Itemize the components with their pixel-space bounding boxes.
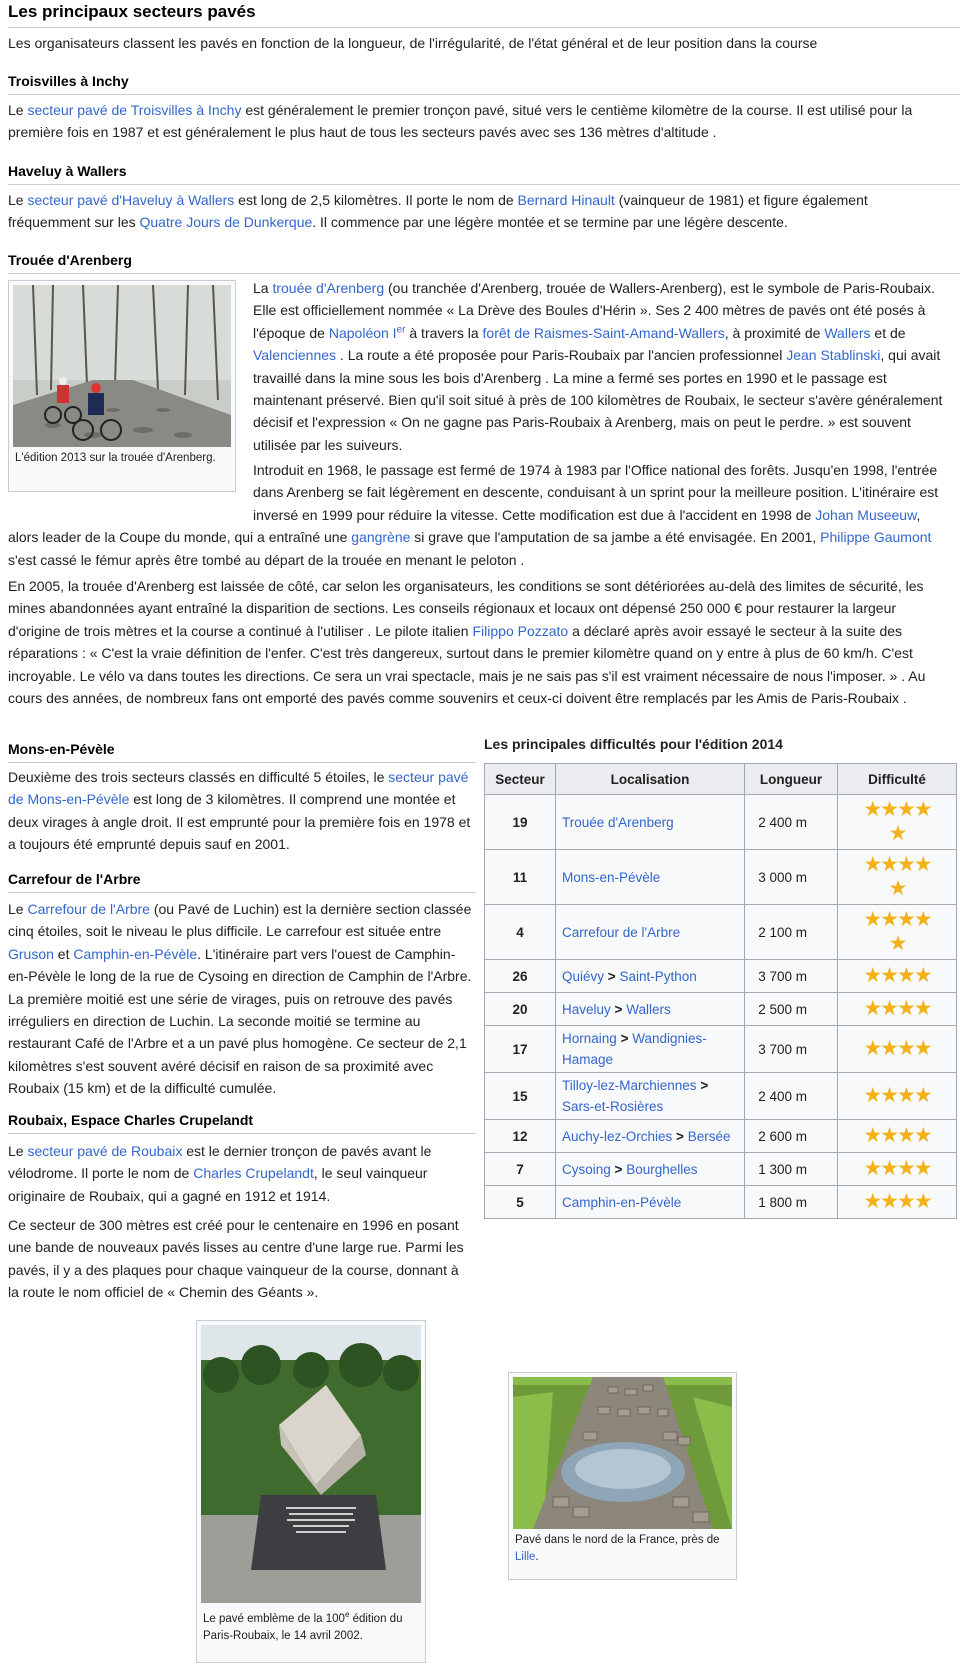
location-link[interactable]: Wandignies-Hamage <box>562 1031 707 1067</box>
location-link[interactable]: Hornaing <box>562 1031 617 1046</box>
sector-location <box>556 960 745 993</box>
star-icon: ★ <box>888 932 906 955</box>
link-museeuw[interactable]: Johan Museeuw <box>815 506 917 523</box>
link-stablinski[interactable]: Jean Stablinski <box>786 347 881 364</box>
table-header-row <box>485 764 957 795</box>
paragraph-roubaix-1: Le secteur pavé de Roubaix est le dernier tronçon de pavés avant le vélodrome. Il porte le nom de Charles Crupelandt, le seul vainqueur originaire de Roubaix, qui a gagné en 1912 et 1914. <box>8 1143 432 1204</box>
table-row <box>485 1073 957 1120</box>
paragraph-arenberg-2: Introduit en 1968, le passage est fermé de 1974 à 1983 par l'Office national des forêts. Jusqu'en 1998, l'entrée dans Arenberg se fait légèrement en descente, conduisant à un sprint pour la meilleure position. L'itinéraire est inversé en 1999 pour réduire la vitesse. Cette modification est due à l'accident en 1998 de Johan Museeuw, alors leader de la Coupe du monde, qui a entraîné une gangrène si grave que l'amputation de sa jambe a été envisagée. En 2001, Philippe Gaumont s'est cassé le fémur après être tombé au départ de la trouée en menant le peloton . <box>8 459 948 571</box>
location-link[interactable]: Haveluy <box>562 1001 611 1017</box>
star-icon: ★ <box>913 798 931 821</box>
star-icon: ★ <box>880 1124 897 1147</box>
monument-photo[interactable] <box>201 1325 421 1606</box>
rule-carrefour <box>8 892 476 893</box>
difficulty-rating <box>838 905 957 960</box>
paragraph-mons: Deuxième des trois secteurs classés en difficulté 5 étoiles, le secteur pavé de Mons-en-Pévèle est long de 3 kilomètres. Il comprend une montée et deux virages à angle droit. Il est emprunté pour la première fois en 1978 et a toujours été emprunté depuis sauf en 2001. <box>8 769 471 853</box>
section-title: Les principaux secteurs pavés <box>8 2 256 21</box>
heading-mons: Mons-en-Pévèle <box>8 741 115 757</box>
sector-location <box>556 795 745 850</box>
sector-number: 11 <box>485 850 556 905</box>
difficulty-rating <box>838 850 957 905</box>
sector-number: 15 <box>485 1073 556 1120</box>
sector-number: 26 <box>485 960 556 993</box>
star-icon: ★ <box>897 1084 914 1107</box>
sector-length: 3 700 m <box>745 960 838 993</box>
star-icon: ★ <box>897 997 914 1020</box>
difficulty-rating <box>838 1120 957 1153</box>
heading-roubaix: Roubaix, Espace Charles Crupelandt <box>8 1112 254 1128</box>
rule-arenberg <box>8 273 960 274</box>
table-row <box>485 905 957 960</box>
star-icon: ★ <box>913 1157 931 1180</box>
rule-roubaix <box>8 1133 476 1134</box>
star-icon: ★ <box>880 997 897 1020</box>
col-difficulte[interactable]: Difficulté <box>838 764 957 795</box>
sector-location <box>556 1120 745 1153</box>
star-icon: ★ <box>880 908 897 931</box>
sector-length: 2 400 m <box>745 1073 838 1120</box>
link-lille[interactable]: Lille <box>515 1551 536 1563</box>
sector-number: 12 <box>485 1120 556 1153</box>
sector-number: 20 <box>485 993 556 1026</box>
sector-length: 2 400 m <box>745 795 838 850</box>
star-icon: ★ <box>880 853 897 876</box>
sector-length: 2 500 m <box>745 993 838 1026</box>
location-separator: > <box>700 1078 709 1093</box>
arenberg-photo[interactable] <box>13 285 231 450</box>
table-row <box>485 1153 957 1186</box>
location-link[interactable]: Sars-et-Rosières <box>562 1099 664 1114</box>
star-icon: ★ <box>880 798 897 821</box>
location-link[interactable]: Carrefour de l'Arbre <box>562 924 681 940</box>
difficulty-rating <box>838 1073 957 1120</box>
location-separator: > <box>614 1001 623 1017</box>
link-gruson[interactable]: Gruson <box>8 945 54 962</box>
location-separator: > <box>676 1128 684 1144</box>
sector-number: 7 <box>485 1153 556 1186</box>
rule-mons <box>8 762 476 763</box>
location-link[interactable]: Trouée d'Arenberg <box>562 814 674 830</box>
link-crupelandt[interactable]: Charles Crupelandt <box>193 1165 314 1182</box>
sector-number: 4 <box>485 905 556 960</box>
figure-monument <box>196 1320 426 1663</box>
sector-location <box>556 905 745 960</box>
star-icon: ★ <box>863 997 881 1020</box>
paragraph-haveluy: Le secteur pavé d'Haveluy à Wallers est long de 2,5 kilomètres. Il porte le nom de Bernard Hinault (vainqueur de 1981) et figure également fréquemment sur les Quatre Jours de Dunkerque. Il commence par une légère montée et se termine par une légère descente. <box>8 192 868 231</box>
paragraph-arenberg-1: La trouée d'Arenberg (ou tranchée d'Arenberg, trouée de Wallers-Arenberg), est le symbole de Paris-Roubaix. Elle est officiellement nommée « La Drève des Boules d'Hérin ». Ses 2 400 mètres de pavés ont été posés à l'époque de Napoléon Ier à travers la forêt de Raismes-Saint-Amand-Wallers, à proximité de Wallers et de Valenciennes . La route a été proposée pour Paris-Roubaix par l'ancien professionnel Jean Stablinski, qui avait travaillé dans la mine sous les bois d'Arenberg . La mine a fermé ses portes en 1990 et le passage est maintenant préservé. Bien qu'il soit situé à près de 100 kilomètres de Roubaix, le secteur s'avère généralement décisif et l'expression « On ne gagne pas Paris-Roubaix à Arenberg, mais on peut le perdre. » est souvent utilisée par les suiveurs. <box>253 280 943 453</box>
star-icon: ★ <box>863 908 881 931</box>
link-haveluy[interactable]: secteur pavé d'Haveluy à Wallers <box>27 192 235 208</box>
float-spacer <box>8 459 253 526</box>
col-longueur[interactable]: Longueur <box>745 764 838 795</box>
link-napoleon[interactable]: Napoléon Ier <box>328 324 406 341</box>
location-link[interactable]: Quiévy <box>562 968 605 984</box>
star-icon: ★ <box>863 1124 881 1147</box>
star-icon: ★ <box>913 1124 931 1147</box>
difficulty-rating <box>838 1186 957 1219</box>
star-icon: ★ <box>897 964 914 987</box>
star-icon: ★ <box>897 908 914 931</box>
difficulty-rating <box>838 960 957 993</box>
monument-caption: Le pavé emblème de la 100e édition du Paris-Roubaix, le 14 avril 2002. <box>203 1610 403 1642</box>
link-troisvilles[interactable]: secteur pavé de Troisvilles à Inchy <box>27 102 242 118</box>
difficulty-rating <box>838 795 957 850</box>
road-caption: Pavé dans le nord de la France, près de Lille. <box>515 1534 720 1563</box>
star-icon: ★ <box>913 964 931 987</box>
location-link[interactable]: Saint-Python <box>619 968 697 984</box>
sector-number: 19 <box>485 795 556 850</box>
star-icon: ★ <box>897 1157 914 1180</box>
star-icon: ★ <box>880 1157 897 1180</box>
table-row <box>485 1120 957 1153</box>
link-gaumont[interactable]: Philippe Gaumont <box>820 529 932 546</box>
difficulty-rating <box>838 1026 957 1073</box>
difficulty-table <box>484 763 957 1219</box>
heading-troisvilles: Troisvilles à Inchy <box>8 73 129 89</box>
sector-location <box>556 1153 745 1186</box>
location-link[interactable]: Cysoing <box>562 1161 611 1177</box>
sector-length: 2 600 m <box>745 1120 838 1153</box>
intro-paragraph: Les organisateurs classent les pavés en fonction de la longueur, de l'irrégularité, de l'état général et de leur position dans la course <box>8 35 818 51</box>
table-row <box>485 850 957 905</box>
location-separator: > <box>620 1031 629 1046</box>
table-row <box>485 960 957 993</box>
location-link[interactable]: Tilloy-lez-Marchiennes <box>562 1078 697 1093</box>
star-icon: ★ <box>897 1037 914 1060</box>
rule-haveluy <box>8 184 960 185</box>
sector-location <box>556 993 745 1026</box>
sector-location <box>556 1026 745 1073</box>
sector-location <box>556 1186 745 1219</box>
figure-road <box>508 1372 737 1580</box>
sector-length: 3 000 m <box>745 850 838 905</box>
link-roubaix[interactable]: secteur pavé de Roubaix <box>27 1143 183 1159</box>
star-icon: ★ <box>880 1084 897 1107</box>
location-separator: > <box>607 968 616 984</box>
difficulty-rating <box>838 1153 957 1186</box>
star-icon: ★ <box>880 964 897 987</box>
sector-location <box>556 850 745 905</box>
location-separator: > <box>614 1161 623 1177</box>
title-rule <box>8 27 960 28</box>
arenberg-caption: L'édition 2013 sur la trouée d'Arenberg. <box>15 452 216 464</box>
star-icon: ★ <box>913 908 931 931</box>
heading-carrefour: Carrefour de l'Arbre <box>8 871 141 887</box>
link-trouee-arenberg[interactable]: trouée d'Arenberg <box>272 280 385 296</box>
table-caption: Les principales difficultés pour l'édition 2014 <box>484 736 783 752</box>
sector-length: 1 300 m <box>745 1153 838 1186</box>
location-link[interactable]: Camphin-en-Pévèle <box>562 1194 682 1210</box>
heading-haveluy: Haveluy à Wallers <box>8 163 127 179</box>
link-foret-raismes[interactable]: forêt de Raismes-Saint-Amand-Wallers <box>482 324 725 341</box>
table-row <box>485 993 957 1026</box>
location-link[interactable]: Mons-en-Pévèle <box>562 869 661 885</box>
location-link[interactable]: Bourghelles <box>626 1161 698 1177</box>
paragraph-arenberg-3: En 2005, la trouée d'Arenberg est laissée de côté, car selon les organisateurs, les conditions se sont détériorées au-delà des limites de sécurité, les mines abandonnées ayant entraîné la disparition de sections. Les conseils régionaux et locaux ont dépensé 250 000 € pour restaurer la largeur d'origine de trois mètres et la course a continué à l'utiliser . Le pilote italien Filippo Pozzato a déclaré après avoir essayé le secteur à la suite des réparations : « C'est la vraie définition de l'enfer. C'est très dangereux, surtout dans le premier kilomètre quand on y entre à plus de 60 km/h. C'est incroyable. Le vélo va dans toutes les directions. Ce sera un vrai spectacle, mais je ne sais pas s'il est vraiment nécessaire de nous l'imposer. » . Au cours des années, de nombreux fans ont emporté des pavés comme souvenirs et ceux-ci doivent être remplacés par les Amis de Paris-Roubaix . <box>8 578 926 707</box>
star-icon: ★ <box>863 1037 881 1060</box>
star-icon: ★ <box>863 853 881 876</box>
col-localisation[interactable]: Localisation <box>556 764 745 795</box>
rule-troisvilles <box>8 94 960 95</box>
star-icon: ★ <box>897 1190 914 1213</box>
link-valenciennes[interactable]: Valenciennes <box>253 347 337 364</box>
paragraph-carrefour: Le Carrefour de l'Arbre (ou Pavé de Luchin) est la dernière section classée cinq étoiles, soit le niveau le plus difficile. Le carrefour est située entre Gruson et Camphin-en-Pévèle. L'itinéraire part vers l'ouest de Camphin-en-Pévèle le long de la rue de Cysoing en direction de Camphin de l'Arbre. La première moitié est une série de virages, puis on retrouve des pavés irréguliers en direction de Luchin. La seconde moitié se termine au restaurant Café de l'Arbre et a un pavé plus homogène. Ce secteur de 2,1 kilomètres s'est souvent avéré décisif en raison de sa proximité avec Roubaix (15 km) et de la difficulté cumulée. <box>8 901 472 1097</box>
sector-location <box>556 1073 745 1120</box>
table-row <box>485 1186 957 1219</box>
star-icon: ★ <box>888 822 906 845</box>
star-icon: ★ <box>897 853 914 876</box>
star-icon: ★ <box>863 1190 881 1213</box>
sector-length: 3 700 m <box>745 1026 838 1073</box>
star-icon: ★ <box>913 853 931 876</box>
location-link[interactable]: Wallers <box>626 1001 671 1017</box>
star-icon: ★ <box>897 798 914 821</box>
link-carrefour[interactable]: Carrefour de l'Arbre <box>27 901 150 917</box>
difficulty-rating <box>838 993 957 1026</box>
road-photo[interactable] <box>513 1377 732 1532</box>
star-icon: ★ <box>863 964 881 987</box>
sector-number: 5 <box>485 1186 556 1219</box>
heading-arenberg: Trouée d'Arenberg <box>8 252 132 268</box>
star-icon: ★ <box>913 1190 931 1213</box>
col-secteur[interactable]: Secteur <box>485 764 556 795</box>
link-dunkerque[interactable]: Quatre Jours de Dunkerque <box>139 214 313 231</box>
sector-number: 17 <box>485 1026 556 1073</box>
link-mons[interactable]: secteur pavé de Mons-en-Pévèle <box>8 769 469 808</box>
star-icon: ★ <box>913 1037 931 1060</box>
sector-length: 1 800 m <box>745 1186 838 1219</box>
location-link[interactable]: Bersée <box>687 1128 731 1144</box>
star-icon: ★ <box>897 1124 914 1147</box>
star-icon: ★ <box>863 1157 881 1180</box>
table-row <box>485 1026 957 1073</box>
star-icon: ★ <box>913 997 931 1020</box>
star-icon: ★ <box>863 1084 881 1107</box>
star-icon: ★ <box>863 798 881 821</box>
star-icon: ★ <box>880 1190 897 1213</box>
table-body <box>485 795 957 1219</box>
star-icon: ★ <box>913 1084 931 1107</box>
location-link[interactable]: Auchy-lez-Orchies <box>562 1128 673 1144</box>
star-icon: ★ <box>888 877 906 900</box>
table-row <box>485 795 957 850</box>
link-pozzato[interactable]: Filippo Pozzato <box>472 622 569 639</box>
link-camphin[interactable]: Camphin-en-Pévèle <box>73 945 198 962</box>
link-wallers[interactable]: Wallers <box>824 324 871 341</box>
paragraph-troisvilles: Le secteur pavé de Troisvilles à Inchy est généralement le premier tronçon pavé, situé vers le centième kilomètre de la course. Il est utilisé pour la première fois en 1987 et est généralement le plus haut de tous les secteurs pavés avec ses 136 mètres d'altitude . <box>8 102 913 141</box>
link-hinault[interactable]: Bernard Hinault <box>517 192 615 208</box>
link-gangrene[interactable]: gangrène <box>351 529 411 546</box>
star-icon: ★ <box>880 1037 897 1060</box>
sector-length: 2 100 m <box>745 905 838 960</box>
paragraph-roubaix-2: Ce secteur de 300 mètres est créé pour le centenaire en 1996 en posant une bande de nouveaux pavés lisses au centre d'une large rue. Parmi les pavés, il y a des plaques pour chaque vainqueur de la course, donnant à la route le nom officiel de « Chemin des Géants ». <box>8 1217 464 1301</box>
